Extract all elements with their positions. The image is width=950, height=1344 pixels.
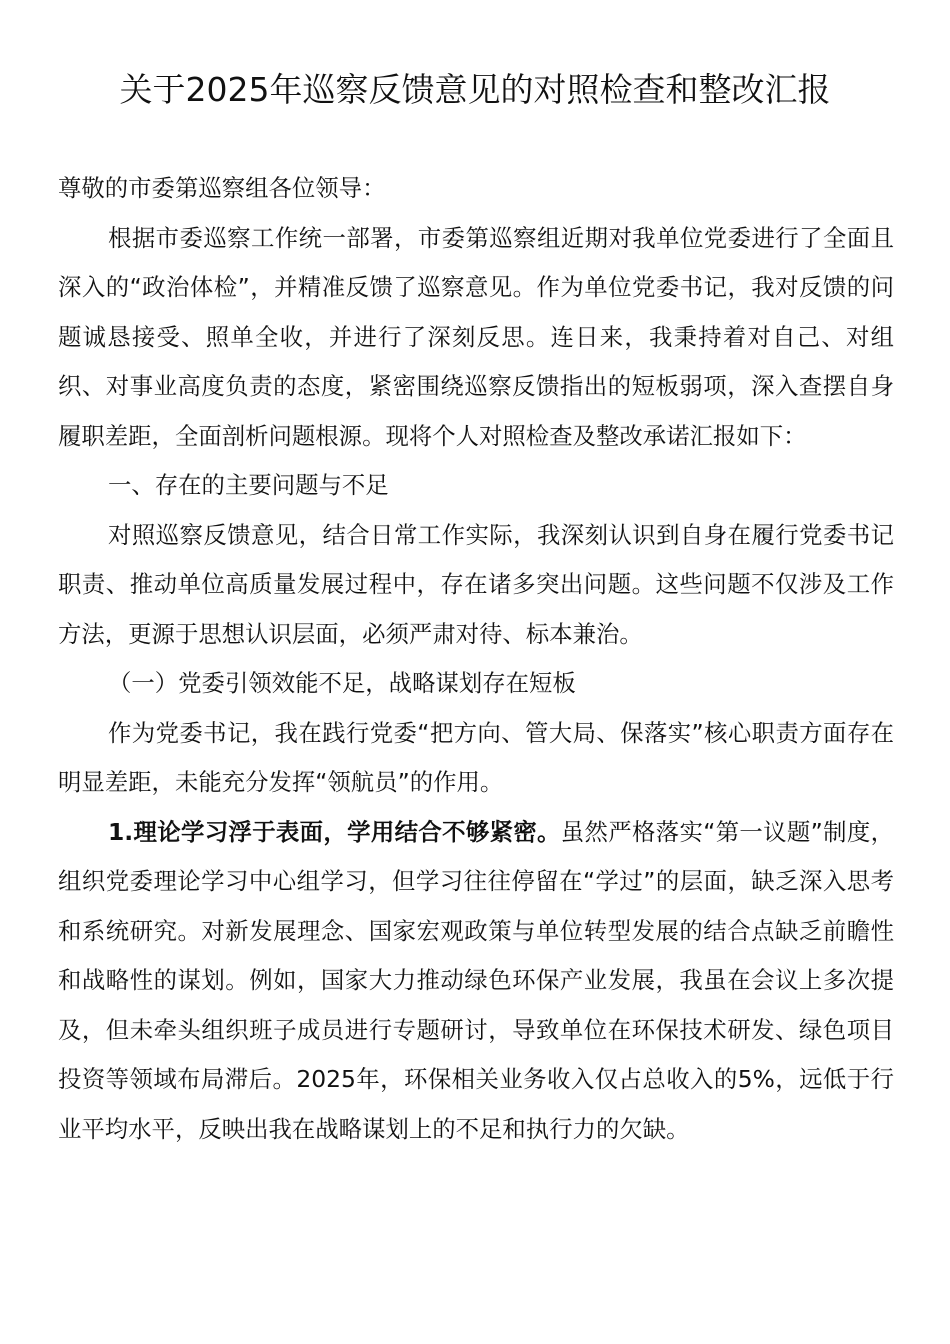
body-paragraph: 作为党委书记，我在践行党委“把方向、管大局、保落实”核心职责方面存在明显差距，未能充分发挥“领航员”的作用。 bbox=[58, 718, 894, 796]
document-title: 关于2025年巡察反馈意见的对照检查和整改汇报 bbox=[119, 70, 831, 109]
body-paragraph: 对照巡察反馈意见，结合日常工作实际，我深刻认识到自身在履行党委书记职责、推动单位高质量发展过程中，存在诸多突出问题。这些问题不仅涉及工作方法，更源于思想认识层面，必须严肃对待、标本兼治。 bbox=[58, 520, 894, 648]
numbered-item bbox=[58, 808, 894, 1155]
document-body bbox=[58, 164, 894, 1154]
item-lead-bold: 1.理论学习浮于表面，学用结合不够紧密。 bbox=[108, 817, 561, 846]
section-heading: 一、存在的主要问题与不足 bbox=[108, 471, 389, 499]
salutation: 尊敬的市委第巡察组各位领导： bbox=[58, 174, 386, 202]
intro-paragraph: 根据市委巡察工作统一部署，市委第巡察组近期对我单位党委进行了全面且深入的“政治体检”，并精准反馈了巡察意见。作为单位党委书记，我对反馈的问题诚恳接受、照单全收，并进行了深刻反思。连日来，我秉持着对自己、对组织、对事业高度负责的态度，紧密围绕巡察反馈指出的短板弱项，深入查摆自身履职差距，全面剖析问题根源。现将个人对照检查及整改承诺汇报如下： bbox=[58, 223, 894, 450]
subsection-heading: （一）党委引领效能不足，战略谋划存在短板 bbox=[108, 669, 576, 697]
item-text: 虽然严格落实“第一议题”制度，组织党委理论学习中心组学习，但学习往往停留在“学过”的层面，缺乏深入思考和系统研究。对新发展理念、国家宏观政策与单位转型发展的结合点缺乏前瞻性和战略性的谋划。例如，国家大力推动绿色环保产业发展，我虽在会议上多次提及，但未牵头组织班子成员进行专题研讨，导致单位在环保技术研发、绿色项目投资等领域布局滞后。2025年，环保相关业务收入仅占总收入的5%，远低于行业平均水平，反映出我在战略谋划上的不足和执行力的欠缺。 bbox=[58, 817, 894, 1143]
